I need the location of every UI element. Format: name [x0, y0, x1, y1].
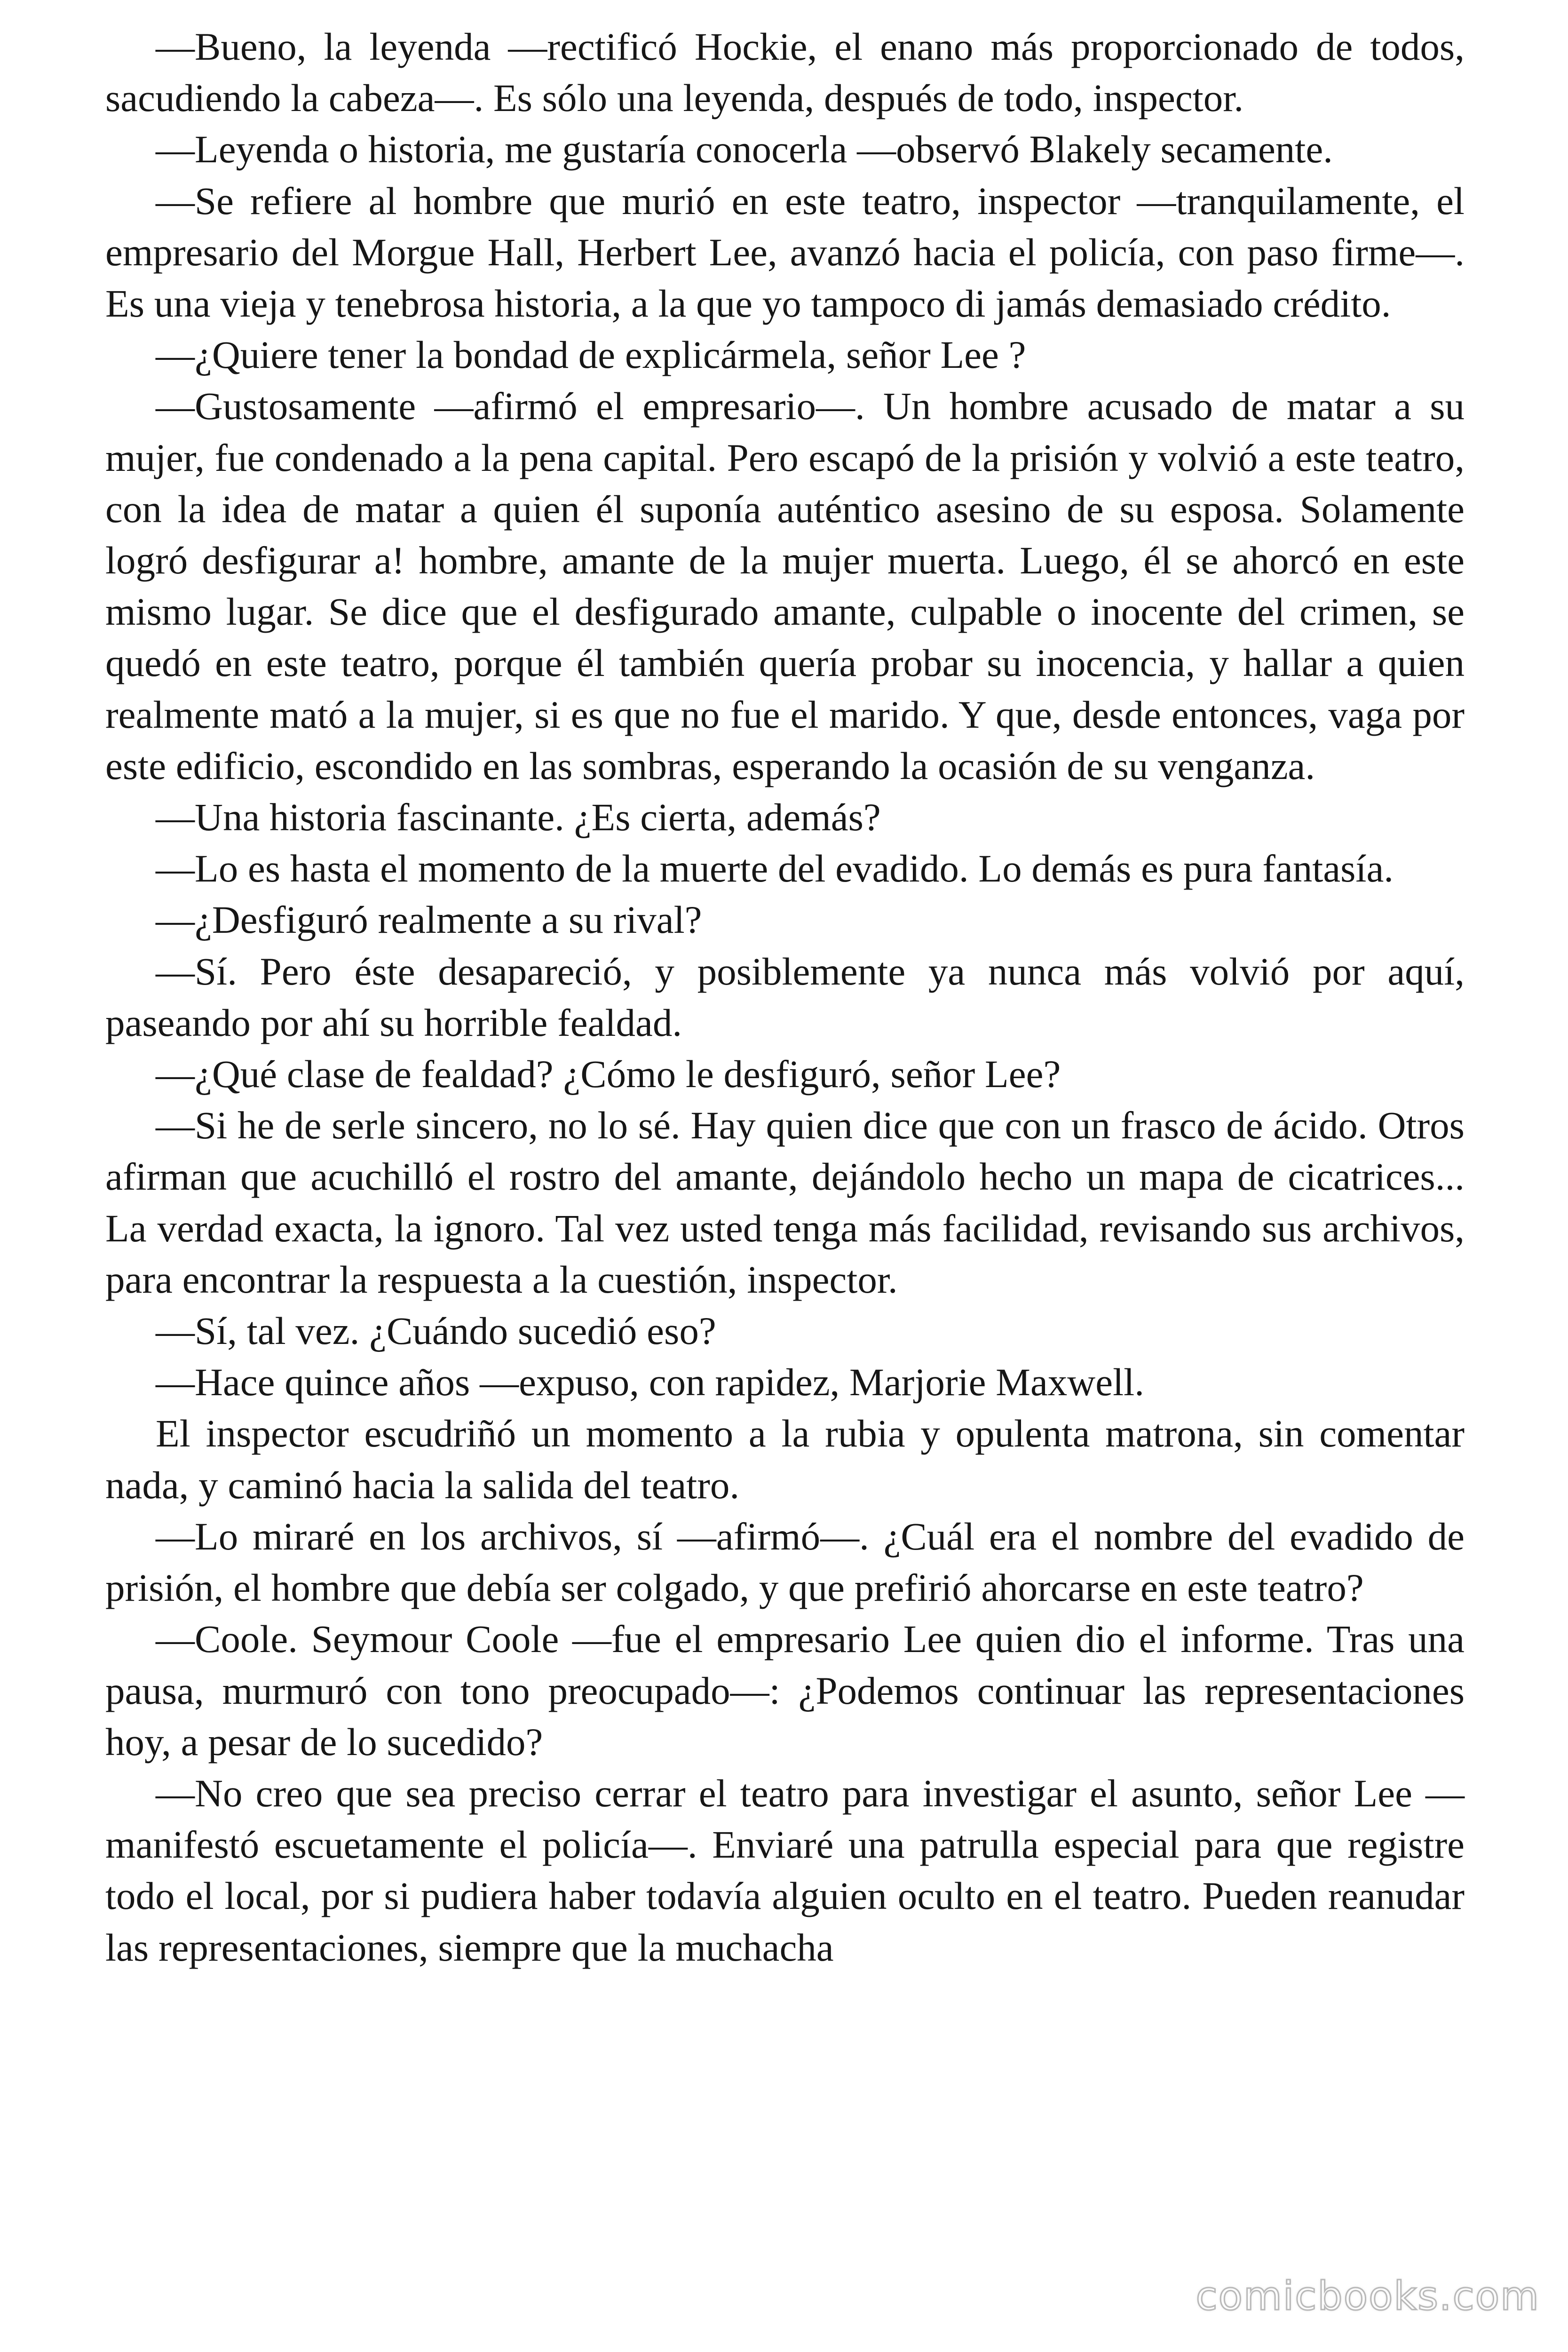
paragraph: —Si he de serle sincero, no lo sé. Hay quien dice que con un frasco de ácido. Otros afirman que acuchilló el rostro del amante, dejándolo hecho un mapa de cicatrices... La verdad exacta, la ignoro. Tal vez usted tenga más facilidad, revisando sus archivos, para encontrar la respuesta a la cuestión, inspector. [105, 1104, 1465, 1301]
paragraph: —Lo es hasta el momento de la muerte del evadido. Lo demás es pura fantasía. [156, 847, 1394, 890]
paragraph: —¿Desfiguró realmente a su rival? [156, 898, 702, 942]
page-body [105, 21, 1465, 1973]
paragraph: —Hace quince años —expuso, con rapidez, Marjorie Maxwell. [156, 1360, 1144, 1404]
paragraph: —Gustosamente —afirmó el empresario—. Un hombre acusado de matar a su mujer, fue condenado a la pena capital. Pero escapó de la prisión y volvió a este teatro, con la idea de matar a quien él suponía auténtico asesino de su esposa. Solamente logró desfigurar a! hombre, amante de la mujer muerta. Luego, él se ahorcó en este mismo lugar. Se dice que el desfigurado amante, culpable o inocente del crimen, se quedó en este teatro, porque él también quería probar su inocencia, y hallar a quien realmente mató a la mujer, si es que no fue el marido. Y que, desde entonces, vaga por este edificio, escondido en las sombras, esperando la ocasión de su venganza. [105, 384, 1465, 787]
paragraph: —Sí. Pero éste desapareció, y posiblemente ya nunca más volvió por aquí, paseando por ahí su horrible fealdad. [105, 949, 1465, 1044]
paragraph: —Lo miraré en los archivos, sí —afirmó—. ¿Cuál era el nombre del evadido de prisión, el hombre que debía ser colgado, y que prefirió ahorcarse en este teatro? [105, 1514, 1465, 1610]
watermark: comicbooks.com [1196, 2273, 1540, 2319]
paragraph: —¿Quiere tener la bondad de explicármela, señor Lee ? [156, 333, 1026, 377]
paragraph: —Una historia fascinante. ¿Es cierta, además? [156, 795, 881, 839]
paragraph: —Bueno, la leyenda —rectificó Hockie, el enano más proporcionado de todos, sacudiendo la cabeza—. Es sólo una leyenda, después de todo, inspector. [105, 25, 1465, 120]
paragraph: —No creo que sea preciso cerrar el teatro para investigar el asunto, señor Lee —manifestó escuetamente el policía—. Enviaré una patrulla especial para que registre todo el local, por si pudiera haber todavía alguien oculto en el teatro. Pueden reanudar las representaciones, siempre que la muchacha [105, 1771, 1465, 1969]
paragraph: —Coole. Seymour Coole —fue el empresario Lee quien dio el informe. Tras una pausa, murmuró con tono preocupado—: ¿Podemos continuar las representaciones hoy, a pesar de lo sucedido? [105, 1617, 1465, 1764]
paragraph: —¿Qué clase de fealdad? ¿Cómo le desfiguró, señor Lee? [156, 1052, 1061, 1096]
paragraph: —Sí, tal vez. ¿Cuándo sucedió eso? [156, 1309, 716, 1353]
paragraph: —Leyenda o historia, me gustaría conocerla —observó Blakely secamente. [156, 127, 1333, 171]
paragraph: —Se refiere al hombre que murió en este teatro, inspector —tranquilamente, el empresario del Morgue Hall, Herbert Lee, avanzó hacia el policía, con paso firme—. Es una vieja y tenebrosa historia, a la que yo tampoco di jamás demasiado crédito. [105, 179, 1465, 326]
paragraph: El inspector escudriñó un momento a la rubia y opulenta matrona, sin comentar nada, y caminó hacia la salida del teatro. [105, 1412, 1465, 1507]
